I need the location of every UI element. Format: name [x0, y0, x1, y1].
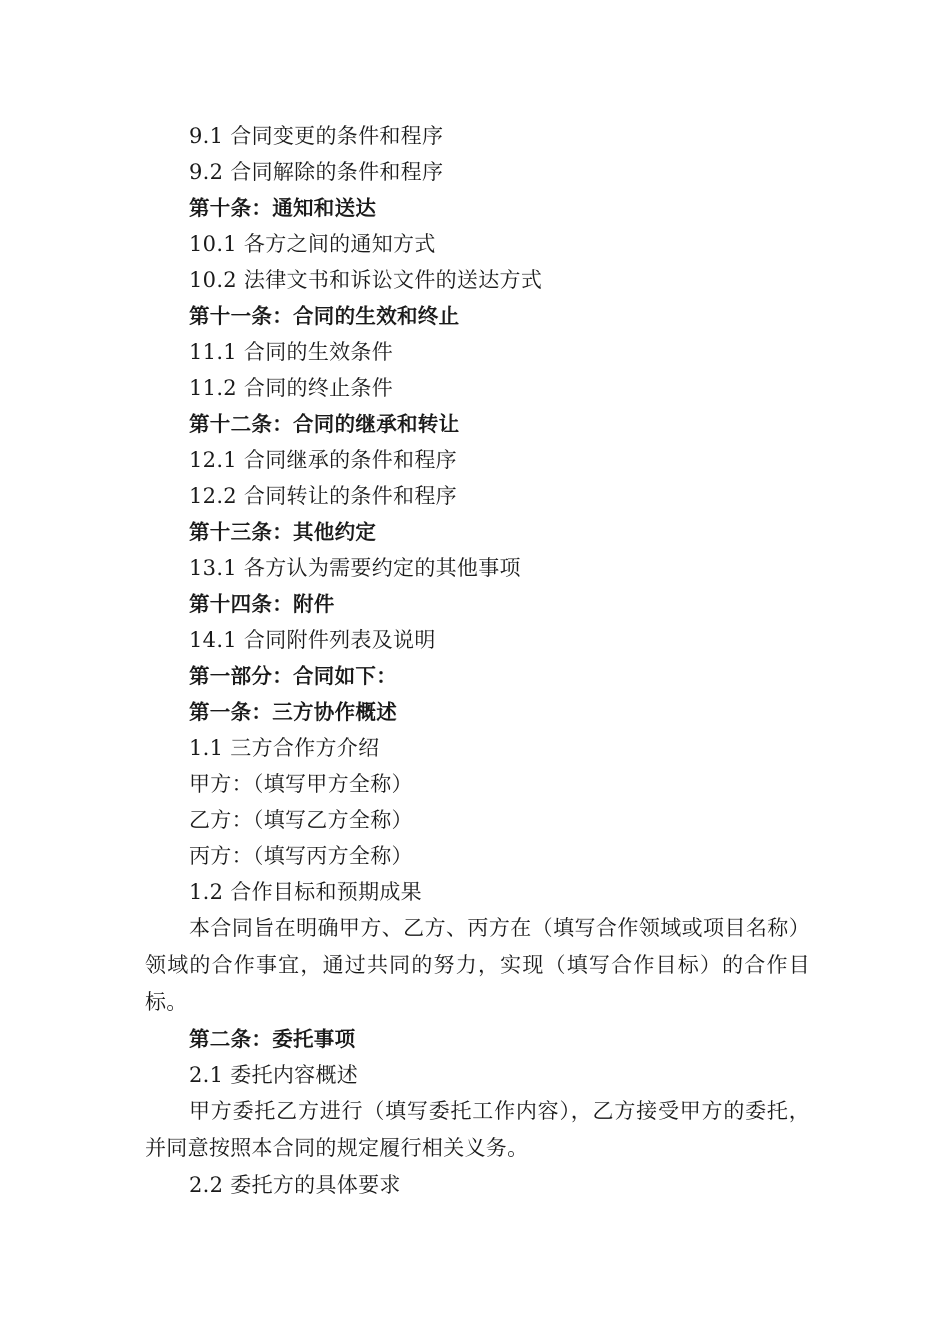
article-2-heading: 第二条：委托事项 — [189, 1027, 356, 1051]
clause-10-1: 10.1 各方之间的通知方式 — [189, 232, 436, 256]
party-c-line: 丙方：（填写丙方全称） — [189, 844, 413, 868]
article-13-heading: 第十三条：其他约定 — [189, 520, 377, 544]
part-1-heading: 第一部分：合同如下： — [189, 664, 397, 688]
clause-1-1: 1.1 三方合作方介绍 — [189, 736, 380, 760]
clause-2-1: 2.1 委托内容概述 — [189, 1063, 359, 1087]
clause-11-1: 11.1 合同的生效条件 — [189, 340, 394, 364]
article-11-heading: 第十一条：合同的生效和终止 — [189, 304, 460, 328]
party-a-line: 甲方：（填写甲方全称） — [189, 772, 413, 796]
clause-13-1: 13.1 各方认为需要约定的其他事项 — [189, 556, 521, 580]
clause-9-1: 9.1 合同变更的条件和程序 — [189, 124, 444, 148]
paragraph-cooperation-goal: 本合同旨在明确甲方、乙方、丙方在（填写合作领域或项目名称）领域的合作事宜，通过共同的努力，实现（填写合作目标）的合作目标。 — [145, 916, 810, 1014]
clause-1-2: 1.2 合作目标和预期成果 — [189, 880, 422, 904]
article-10-heading: 第十条：通知和送达 — [189, 196, 377, 220]
article-14-heading: 第十四条：附件 — [189, 592, 335, 616]
paragraph-entrustment: 甲方委托乙方进行（填写委托工作内容），乙方接受甲方的委托，并同意按照本合同的规定履行相关义务。 — [145, 1099, 810, 1160]
clause-11-2: 11.2 合同的终止条件 — [189, 376, 394, 400]
clause-12-2: 12.2 合同转让的条件和程序 — [189, 484, 457, 508]
article-12-heading: 第十二条：合同的继承和转让 — [189, 412, 460, 436]
clause-2-2: 2.2 委托方的具体要求 — [189, 1173, 401, 1197]
clause-12-1: 12.1 合同继承的条件和程序 — [189, 448, 457, 472]
party-b-line: 乙方：（填写乙方全称） — [189, 808, 413, 832]
article-1-heading: 第一条：三方协作概述 — [189, 700, 397, 724]
document-body — [145, 118, 810, 1203]
clause-9-2: 9.2 合同解除的条件和程序 — [189, 160, 444, 184]
clause-10-2: 10.2 法律文书和诉讼文件的送达方式 — [189, 268, 543, 292]
clause-14-1: 14.1 合同附件列表及说明 — [189, 628, 436, 652]
